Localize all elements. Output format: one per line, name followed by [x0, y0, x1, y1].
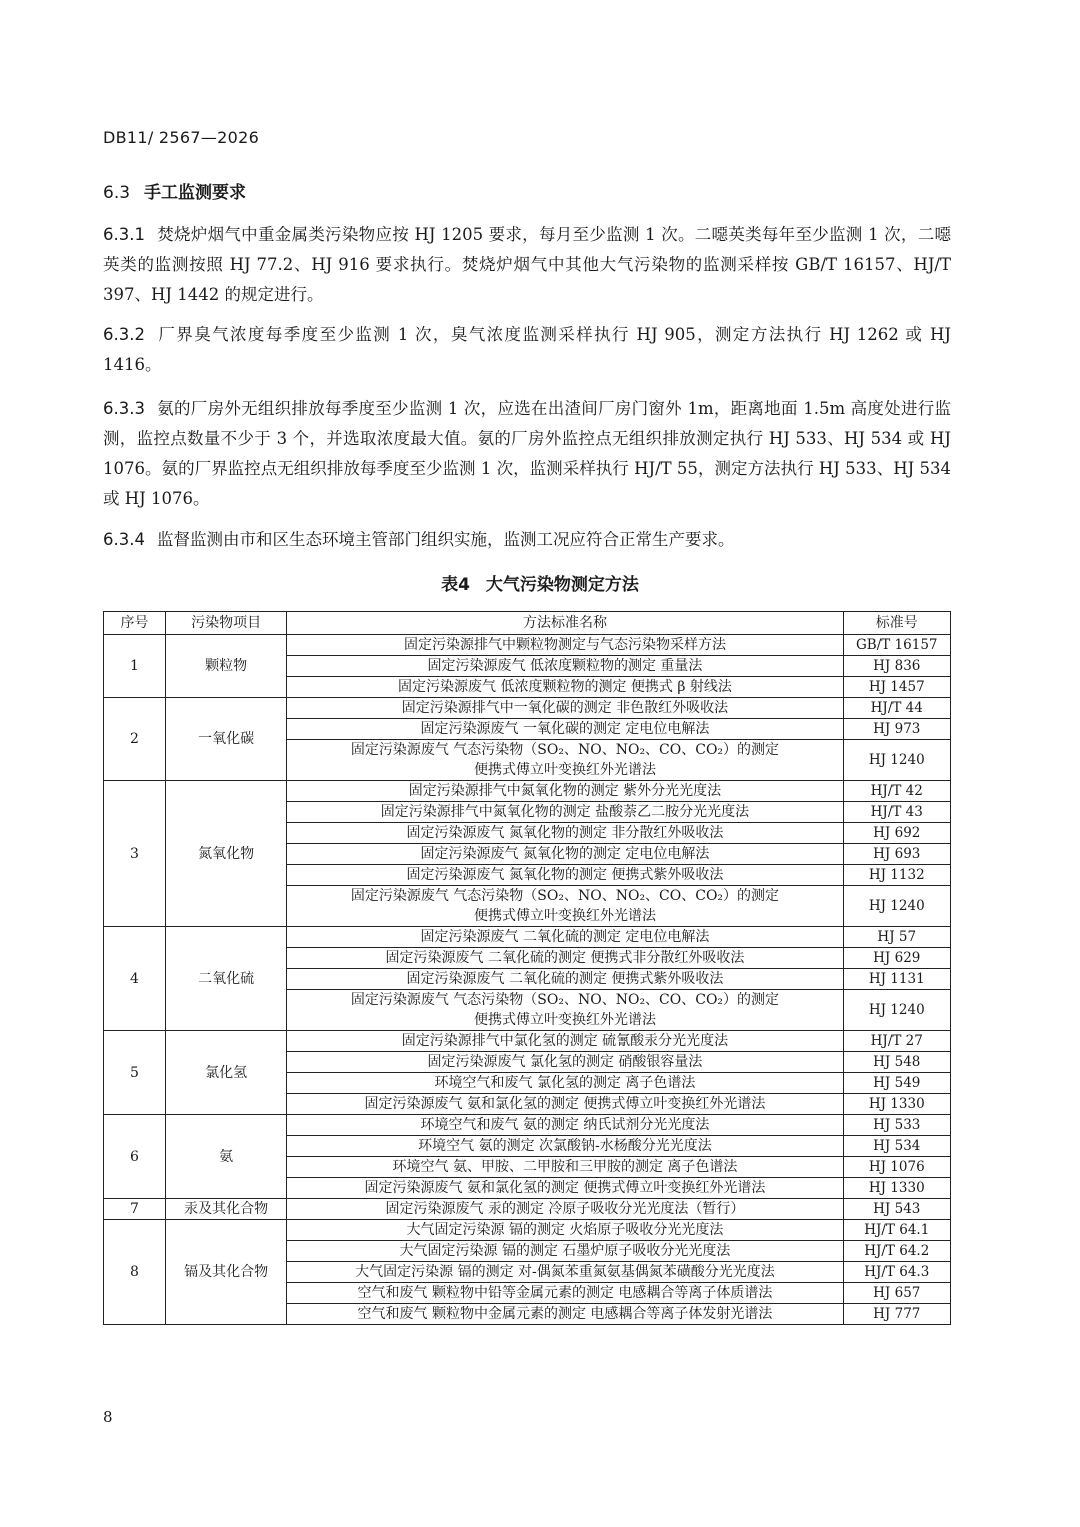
clause-text: 厂界臭气浓度每季度至少监测 1 次，臭气浓度监测采样执行 HJ 905，测定方法执行 HJ 1262 或 HJ 1416。 [103, 325, 951, 374]
pollutant-cell: 氨 [165, 1115, 287, 1199]
method-line: 固定污染源排气中氮氧化物的测定 紫外分光光度法 [408, 783, 722, 799]
method-cell [287, 1220, 843, 1241]
method-cell [287, 990, 843, 1031]
clause-6-3-4 [103, 525, 951, 555]
method-line: 固定污染源废气 低浓度颗粒物的测定 便携式 β 射线法 [398, 679, 732, 695]
method-line: 固定污染源排气中氮氧化物的测定 盐酸萘乙二胺分光光度法 [380, 804, 750, 820]
table-title: 大气污染物测定方法 [485, 575, 639, 595]
method-cell [287, 948, 843, 969]
method-cell [287, 1304, 843, 1325]
method-line: 固定污染源废气 氯化氢的测定 硝酸银容量法 [427, 1054, 703, 1070]
method-line: 环境空气和废气 氯化氢的测定 离子色谱法 [434, 1075, 696, 1091]
method-cell [287, 656, 843, 677]
seq-cell: 7 [104, 1199, 166, 1220]
methods-table [103, 611, 951, 1325]
method-line: 环境空气 氨、甲胺、二甲胺和三甲胺的测定 离子色谱法 [392, 1159, 738, 1175]
standard-cell: HJ 1330 [843, 1178, 951, 1199]
method-line: 固定污染源废气 氮氧化物的测定 便携式紫外吸收法 [406, 867, 724, 883]
method-line: 固定污染源废气 二氧化硫的测定 便携式非分散红外吸收法 [385, 950, 745, 966]
clause-6-3-2 [103, 320, 951, 380]
seq-cell: 1 [104, 635, 166, 698]
seq-cell: 4 [104, 927, 166, 1031]
standard-cell: HJ 1131 [843, 969, 951, 990]
pollutant-cell: 颗粒物 [165, 635, 287, 698]
pollutant-cell: 氯化氢 [165, 1031, 287, 1115]
method-line: 固定污染源废气 气态污染物（SO₂、NO、NO₂、CO、CO₂）的测定 [350, 888, 780, 904]
clause-number: 6.3.2 [103, 325, 145, 344]
method-line: 环境空气 氨的测定 次氯酸钠-水杨酸分光光度法 [418, 1138, 712, 1154]
method-line: 大气固定污染源 镉的测定 石墨炉原子吸收分光光度法 [399, 1243, 731, 1259]
method-line: 固定污染源废气 氨和氯化氢的测定 便携式傅立叶变换红外光谱法 [364, 1180, 766, 1196]
method-line: 固定污染源废气 二氧化硫的测定 便携式紫外吸收法 [406, 971, 724, 987]
seq-cell: 6 [104, 1115, 166, 1199]
method-line: 大气固定污染源 镉的测定 对-偶氮苯重氮氨基偶氮苯磺酸分光光度法 [355, 1264, 775, 1280]
standard-cell: HJ/T 43 [843, 802, 951, 823]
method-cell [287, 1136, 843, 1157]
method-cell [287, 1073, 843, 1094]
method-line: 固定污染源废气 氮氧化物的测定 非分散红外吸收法 [406, 825, 724, 841]
seq-cell: 3 [104, 781, 166, 927]
section-number: 6.3 [103, 183, 131, 203]
table-row [104, 635, 951, 656]
pollutant-cell: 氮氧化物 [165, 781, 287, 927]
section-title: 手工监测要求 [144, 183, 247, 203]
seq-cell: 2 [104, 698, 166, 781]
standard-cell: HJ/T 42 [843, 781, 951, 802]
header-standard: 标准号 [843, 612, 951, 635]
seq-cell: 5 [104, 1031, 166, 1115]
method-line: 固定污染源废气 一氧化碳的测定 定电位电解法 [420, 721, 710, 737]
method-line: 固定污染源排气中氯化氢的测定 硫氰酸汞分光光度法 [401, 1033, 729, 1049]
method-line: 固定污染源排气中一氧化碳的测定 非色散红外吸收法 [401, 700, 729, 716]
standard-cell: HJ 777 [843, 1304, 951, 1325]
standard-cell: HJ 549 [843, 1073, 951, 1094]
method-line: 固定污染源排气中颗粒物测定与气态污染物采样方法 [403, 637, 726, 653]
method-cell [287, 1178, 843, 1199]
method-cell [287, 677, 843, 698]
header-pollutant: 污染物项目 [165, 612, 287, 635]
document-code: DB11/ 2567—2026 [103, 128, 260, 147]
standard-cell: HJ 629 [843, 948, 951, 969]
clause-text: 焚烧炉烟气中重金属类污染物应按 HJ 1205 要求，每月至少监测 1 次。二噁英类每年至少监测 1 次，二噁英类的监测按照 HJ 77.2、HJ 916 要求执行。焚烧炉烟气中其他大气污染物的监测采样按 GB/T 16157、HJ/T 397、HJ 1442 的规定进行。 [103, 225, 951, 304]
table-row [104, 1031, 951, 1052]
clause-6-3-3 [103, 394, 951, 514]
standard-cell: HJ 548 [843, 1052, 951, 1073]
method-cell [287, 719, 843, 740]
standard-cell: GB/T 16157 [843, 635, 951, 656]
method-line: 环境空气和废气 氨的测定 纳氏试剂分光光度法 [420, 1117, 710, 1133]
method-line-2: 便携式傅立叶变换红外光谱法 [473, 762, 656, 778]
method-cell [287, 1199, 843, 1220]
clause-number: 6.3.1 [103, 225, 145, 244]
standard-cell: HJ 543 [843, 1199, 951, 1220]
standard-cell: HJ 1457 [843, 677, 951, 698]
method-cell [287, 823, 843, 844]
method-cell [287, 802, 843, 823]
method-cell [287, 1031, 843, 1052]
standard-cell: HJ 836 [843, 656, 951, 677]
method-line: 大气固定污染源 镉的测定 火焰原子吸收分光光度法 [406, 1222, 724, 1238]
header-seq: 序号 [104, 612, 166, 635]
method-cell [287, 844, 843, 865]
table-row [104, 1115, 951, 1136]
table-header-row [104, 612, 951, 635]
table-number: 表4 [441, 575, 470, 595]
seq-cell: 8 [104, 1220, 166, 1325]
standard-cell: HJ 533 [843, 1115, 951, 1136]
clause-number: 6.3.4 [103, 530, 145, 549]
method-line-2: 便携式傅立叶变换红外光谱法 [473, 1012, 656, 1028]
method-line: 固定污染源废气 二氧化硫的测定 定电位电解法 [420, 929, 710, 945]
standard-cell: HJ/T 27 [843, 1031, 951, 1052]
standard-cell: HJ/T 64.2 [843, 1241, 951, 1262]
method-line: 空气和废气 颗粒物中铅等金属元素的测定 电感耦合等离子体质谱法 [357, 1285, 773, 1301]
method-cell [287, 698, 843, 719]
method-cell [287, 1262, 843, 1283]
standard-cell: HJ 1076 [843, 1157, 951, 1178]
method-line: 固定污染源废气 气态污染物（SO₂、NO、NO₂、CO、CO₂）的测定 [350, 742, 780, 758]
method-cell [287, 865, 843, 886]
standard-cell: HJ 534 [843, 1136, 951, 1157]
table-row [104, 1220, 951, 1241]
pollutant-cell: 二氧化硫 [165, 927, 287, 1031]
table-row [104, 1199, 951, 1220]
table-caption [0, 570, 1080, 595]
standard-cell: HJ 1132 [843, 865, 951, 886]
clause-text: 监督监测由市和区生态环境主管部门组织实施，监测工况应符合正常生产要求。 [156, 530, 735, 549]
section-heading [103, 178, 246, 203]
header-method: 方法标准名称 [287, 612, 843, 635]
method-line: 固定污染源废气 氮氧化物的测定 定电位电解法 [420, 846, 710, 862]
method-line: 固定污染源废气 低浓度颗粒物的测定 重量法 [427, 658, 703, 674]
clause-number: 6.3.3 [103, 399, 145, 418]
method-line: 固定污染源废气 气态污染物（SO₂、NO、NO₂、CO、CO₂）的测定 [350, 992, 780, 1008]
standard-cell: HJ 1330 [843, 1094, 951, 1115]
standard-cell: HJ/T 64.1 [843, 1220, 951, 1241]
standard-cell: HJ 657 [843, 1283, 951, 1304]
page-number: 8 [103, 1408, 113, 1426]
method-cell [287, 635, 843, 656]
method-cell [287, 1157, 843, 1178]
pollutant-cell: 镉及其化合物 [165, 1220, 287, 1325]
clause-text: 氨的厂房外无组织排放每季度至少监测 1 次，应选在出渣间厂房门窗外 1m，距离地面 1.5m 高度处进行监测，监控点数量不少于 3 个，并选取浓度最大值。氨的厂房外监控点无组织排放测定执行 HJ 533、HJ 534 或 HJ 1076。氨的厂界监控点无组织排放每季度至少监测 1 次，监测采样执行 HJ/T 55，测定方法执行 HJ 533、HJ 534 或 HJ 1076。 [103, 399, 951, 508]
standard-cell: HJ 693 [843, 844, 951, 865]
standard-cell: HJ 1240 [843, 740, 951, 781]
method-cell [287, 1283, 843, 1304]
method-cell [287, 1241, 843, 1262]
standard-cell: HJ 973 [843, 719, 951, 740]
standard-cell: HJ/T 64.3 [843, 1262, 951, 1283]
method-cell [287, 740, 843, 781]
method-cell [287, 1094, 843, 1115]
clause-6-3-1 [103, 220, 951, 310]
standard-cell: HJ 1240 [843, 886, 951, 927]
method-line-2: 便携式傅立叶变换红外光谱法 [473, 908, 656, 924]
method-cell [287, 781, 843, 802]
method-cell [287, 1115, 843, 1136]
pollutant-cell: 汞及其化合物 [165, 1199, 287, 1220]
method-line: 固定污染源废气 汞的测定 冷原子吸收分光光度法（暂行） [385, 1201, 745, 1217]
standard-cell: HJ 692 [843, 823, 951, 844]
method-line: 固定污染源废气 氨和氯化氢的测定 便携式傅立叶变换红外光谱法 [364, 1096, 766, 1112]
table-row [104, 781, 951, 802]
table-row [104, 927, 951, 948]
method-cell [287, 1052, 843, 1073]
pollutant-cell: 一氧化碳 [165, 698, 287, 781]
method-cell [287, 969, 843, 990]
standard-cell: HJ 57 [843, 927, 951, 948]
standard-cell: HJ/T 44 [843, 698, 951, 719]
method-cell [287, 927, 843, 948]
method-cell [287, 886, 843, 927]
standard-cell: HJ 1240 [843, 990, 951, 1031]
table-row [104, 698, 951, 719]
method-line: 空气和废气 颗粒物中金属元素的测定 电感耦合等离子体发射光谱法 [357, 1306, 773, 1322]
